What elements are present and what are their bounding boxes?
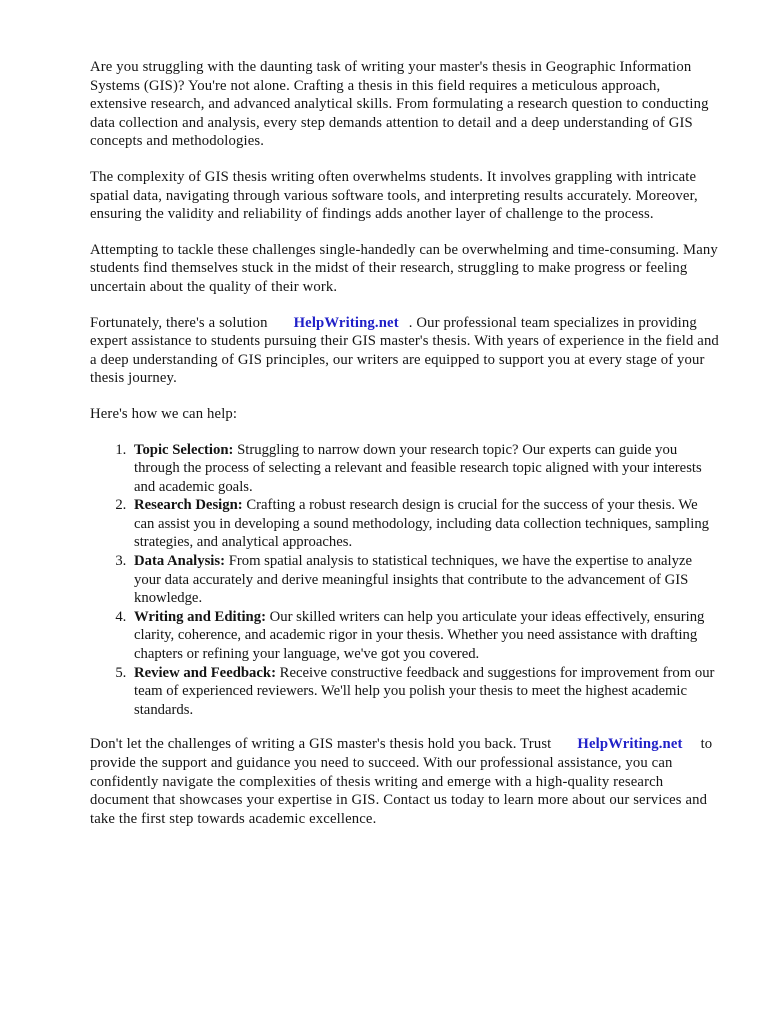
list-item-term: Review and Feedback [134, 664, 272, 681]
list-item-body: Our skilled writers can help you articulate your ideas effectively, ensuring clarity, coherence, and academic rigor in your thesis. Whether you need assistance with drafting chapters or refining your language, we've got you covered. [134, 608, 705, 663]
list-item [130, 496, 720, 552]
list-item-body: Crafting a robust research design is crucial for the success of your thesis. We can assist you in developing a sound methodology, including data collection techniques, sampling strategies, and analytical approaches. [134, 497, 710, 551]
list-item-separator: : [237, 497, 243, 514]
list-item-term: Topic Selection [134, 441, 229, 458]
list-item [130, 552, 720, 608]
list-item-separator: : [271, 664, 276, 681]
paragraph-challenges: Attempting to tackle these challenges single-handedly can be overwhelming and time-consuming. Many students find themselves stuck in the midst of their research, struggling to make progress or feeling uncertain about the quality of their work. [90, 241, 718, 295]
list-item-term: Data Analysis [134, 553, 221, 570]
list-item-body: From spatial analysis to statistical techniques, we have the expertise to analyze your data accurately and derive meaningful insights that contribute to the advancement of GIS knowledge. [134, 553, 693, 607]
list-item [130, 664, 720, 720]
list-item-term: Writing and Editing [134, 608, 262, 625]
paragraph-closing [90, 735, 720, 828]
solution-text-after: . Our professional team specializes in providing expert assistance to students pursuing their GIS master's thesis. With years of experience in the field and a deep understanding of GIS principles, our writers are equipped to support you at every stage of your thesis journey. [90, 314, 719, 387]
list-item-separator: : [220, 553, 226, 570]
solution-text-before: Fortunately, there's a solution [90, 314, 268, 331]
document-body [90, 58, 720, 828]
helpwriting-link-primary[interactable]: HelpWriting.net [293, 314, 399, 331]
helpwriting-link-secondary[interactable]: HelpWriting.net [577, 736, 683, 753]
paragraph-solution [90, 314, 720, 388]
list-item-term: Research Design [134, 497, 238, 514]
list-item-body: Receive constructive feedback and suggestions for improvement from our team of experienced reviewers. We'll help you polish your thesis to meet the highest academic standards. [134, 664, 715, 718]
paragraph-complexity: The complexity of GIS thesis writing often overwhelms students. It involves grappling with intricate spatial data, navigating through various software tools, and interpreting results accurately. Moreover, ensuring the validity and reliability of findings adds another layer of challenge to the process. [90, 168, 698, 223]
list-item [130, 608, 720, 664]
list-item-body: Struggling to narrow down your research topic? Our experts can guide you through the process of selecting a relevant and feasible research topic aligned with your interests and academic goals. [134, 441, 702, 495]
paragraph-help-lead: Here's how we can help: [90, 405, 238, 422]
list-item-separator: : [261, 608, 266, 625]
list-item [130, 441, 720, 497]
closing-text-before: Don't let the challenges of writing a GIS master's thesis hold you back. Trust [90, 736, 552, 753]
list-item-separator: : [228, 441, 234, 458]
closing-text-after: to provide the support and guidance you need to succeed. With our professional assistance, you can confidently navigate the complexities of thesis writing and emerge with a high-quality research document that showcases your expertise in GIS. Contact us today to learn more about our services and take the first step towards academic excellence. [90, 736, 713, 827]
paragraph-intro: Are you struggling with the daunting task of writing your master's thesis in Geographic Information Systems (GIS)? You're not alone. Crafting a thesis in this field requires a meticulous approach, extensive research, and advanced analytical skills. From formulating a research question to conducting data collection and analysis, every step demands attention to detail and a deep understanding of GIS concepts and methodologies. [90, 59, 709, 150]
help-services-list [90, 441, 720, 720]
